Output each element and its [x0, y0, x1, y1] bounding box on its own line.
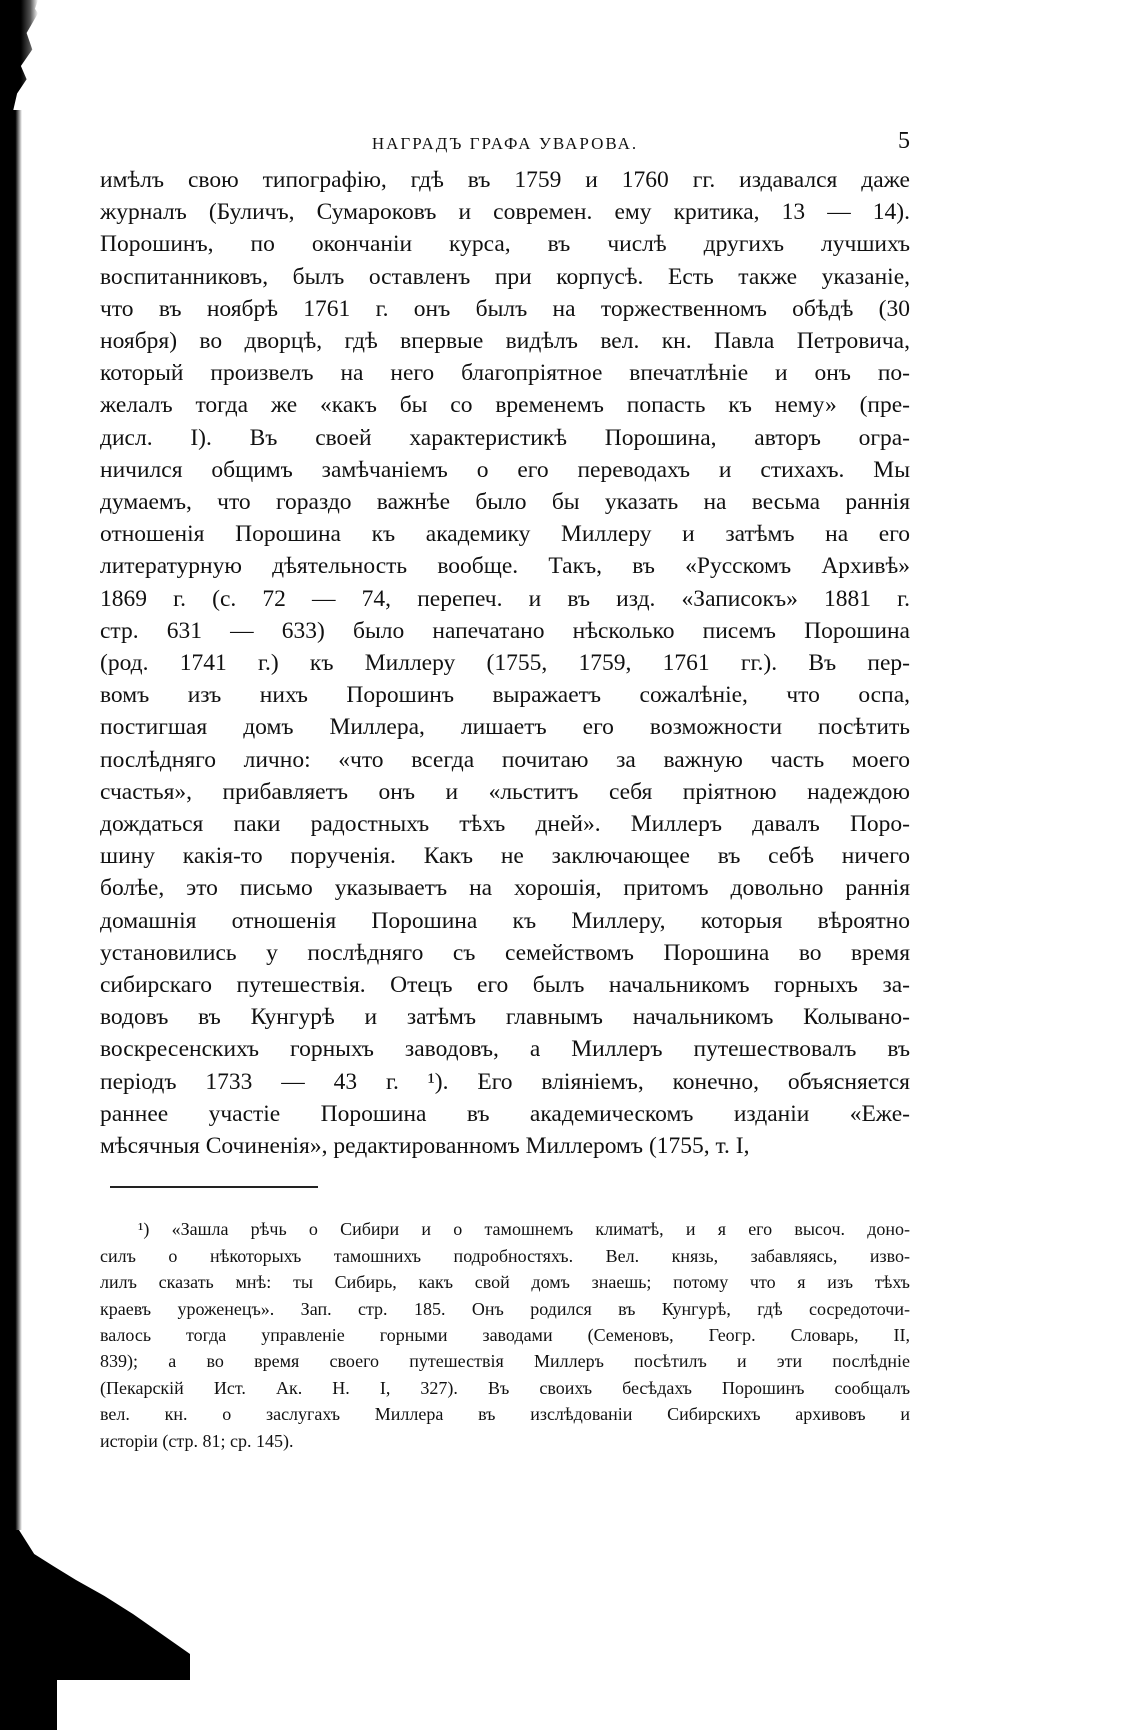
body-line: сибирскаго путешествія. Отецъ его былъ начальникомъ горныхъ за- — [100, 972, 910, 999]
body-line: думаемъ, что гораздо важнѣе было бы указать на весьма раннія — [100, 489, 910, 516]
footnote-line: силъ о нѣкоторыхъ тамошнихъ подробностяхъ. Вел. князь, забавляясь, изво- — [100, 1245, 910, 1266]
running-head-title: НАГРАДЪ ГРАФА УВАРОВА. — [371, 134, 639, 153]
body-line: ноября) во дворцѣ, гдѣ впервые видѣлъ вел. кн. Павла Петровича, — [100, 328, 910, 355]
body-line: 1869 г. (с. 72 — 74, перепеч. и въ изд. «Записокъ» 1881 г. — [100, 585, 910, 612]
footnote-line: краевъ уроженецъ». Зап. стр. 185. Онъ родился въ Кунгурѣ, гдѣ сосредоточи- — [100, 1298, 910, 1319]
body-line: который произвелъ на него благопріятное впечатлѣніе и онъ по- — [100, 360, 910, 387]
body-line: водовъ въ Кунгурѣ и затѣмъ главнымъ начальникомъ Колывано- — [100, 1004, 910, 1031]
body-line: Порошинъ, по окончаніи курса, въ числѣ другихъ лучшихъ — [100, 231, 910, 258]
body-line: желалъ тогда же «какъ бы со временемъ попасть къ нему» (пре- — [100, 392, 910, 419]
body-line: (род. 1741 г.) къ Миллеру (1755, 1759, 1761 гг.). Въ пер- — [100, 650, 910, 677]
body-line: раннее участіе Порошина въ академическомъ изданіи «Еже- — [100, 1100, 910, 1127]
body-line: послѣдняго лично: «что всегда почитаю за важную часть моего — [100, 746, 910, 773]
body-line: дисл. I). Въ своей характеристикѣ Порошина, авторъ огра- — [100, 424, 910, 451]
body-line: періодъ 1733 — 43 г. ¹). Его вліяніемъ, конечно, объясняется — [100, 1068, 910, 1095]
body-line: литературную дѣятельность вообще. Такъ, въ «Русскомъ Архивѣ» — [100, 553, 910, 580]
body-line: счастья», прибавляетъ онъ и «льститъ себя пріятною надеждою — [100, 778, 910, 805]
book-page — [100, 128, 910, 1454]
footnote-line: лилъ сказать мнѣ: ты Сибирь, какъ свой домъ знаешь; потому что я изъ тѣхъ — [100, 1272, 910, 1293]
body-line: домашнія отношенія Порошина къ Миллеру, которыя вѣроятно — [100, 907, 910, 934]
body-line: имѣлъ свою типографію, гдѣ въ 1759 и 1760 гг. издавался даже — [100, 167, 910, 193]
body-text — [100, 164, 910, 1162]
body-line: ничился общимъ замѣчаніемъ о его переводахъ и стихахъ. Мы — [100, 456, 910, 483]
body-line: мѣсячныя Сочиненія», редактированномъ Миллеромъ (1755, т. I, — [100, 1133, 750, 1160]
body-line: воскресенскихъ горныхъ заводовъ, а Миллеръ путешествовалъ въ — [100, 1036, 910, 1063]
body-line: болѣе, это письмо указываетъ на хорошія, притомъ довольно раннія — [100, 875, 910, 902]
body-line: стр. 631 — 633) было напечатано нѣсколько писемъ Порошина — [100, 617, 910, 644]
running-head — [100, 128, 910, 158]
footnote-rule — [110, 1186, 318, 1188]
body-line: постигшая домъ Миллера, лишаетъ его возможности посѣтить — [100, 714, 910, 741]
scan-edge-top — [0, 0, 38, 110]
footnote-line: ¹) «Зашла рѣчь о Сибири и о тамошнемъ климатѣ, и я его высоч. доно- — [138, 1219, 910, 1240]
page-number: 5 — [898, 128, 910, 154]
body-line: дождаться паки радостныхъ тѣхъ дней». Миллеръ давалъ Поро- — [100, 811, 910, 838]
footnote-line: (Пекарскій Ист. Ак. Н. I, 327). Въ своихъ бесѣдахъ Порошинъ сообщалъ — [100, 1377, 910, 1398]
body-line: вомъ изъ нихъ Порошинъ выражаетъ сожалѣніе, что оспа, — [100, 682, 910, 709]
body-line: что въ ноябрѣ 1761 г. онъ былъ на торжественномъ обѣдѣ (30 — [100, 295, 910, 322]
footnote-line: исторіи (стр. 81; ср. 145). — [100, 1430, 294, 1451]
footnote-line: валось тогда управленіе горными заводами (Семеновъ, Геогр. Словарь, II, — [100, 1324, 910, 1345]
scan-edge-bottom — [0, 1530, 190, 1730]
body-line: шину какія-то порученія. Какъ не заключающее въ себѣ ничего — [100, 843, 910, 870]
footnote-line: вел. кн. о заслугахъ Миллера въ изслѣдованіи Сибирскихъ архивовъ и — [100, 1404, 910, 1425]
footnote-line: 839); а во время своего путешествія Миллеръ посѣтилъ и эти послѣдніе — [100, 1351, 910, 1372]
body-line: журналъ (Буличъ, Сумароковъ и современ. ему критика, 13 — 14). — [100, 199, 910, 226]
body-line: установились у послѣдняго съ семействомъ Порошина во время — [100, 939, 910, 966]
body-line: отношенія Порошина къ академику Миллеру и затѣмъ на его — [100, 521, 910, 548]
footnote — [100, 1216, 910, 1454]
body-line: воспитанниковъ, былъ оставленъ при корпусѣ. Есть также указаніе, — [100, 263, 910, 290]
scan-edge-left — [0, 110, 22, 1530]
